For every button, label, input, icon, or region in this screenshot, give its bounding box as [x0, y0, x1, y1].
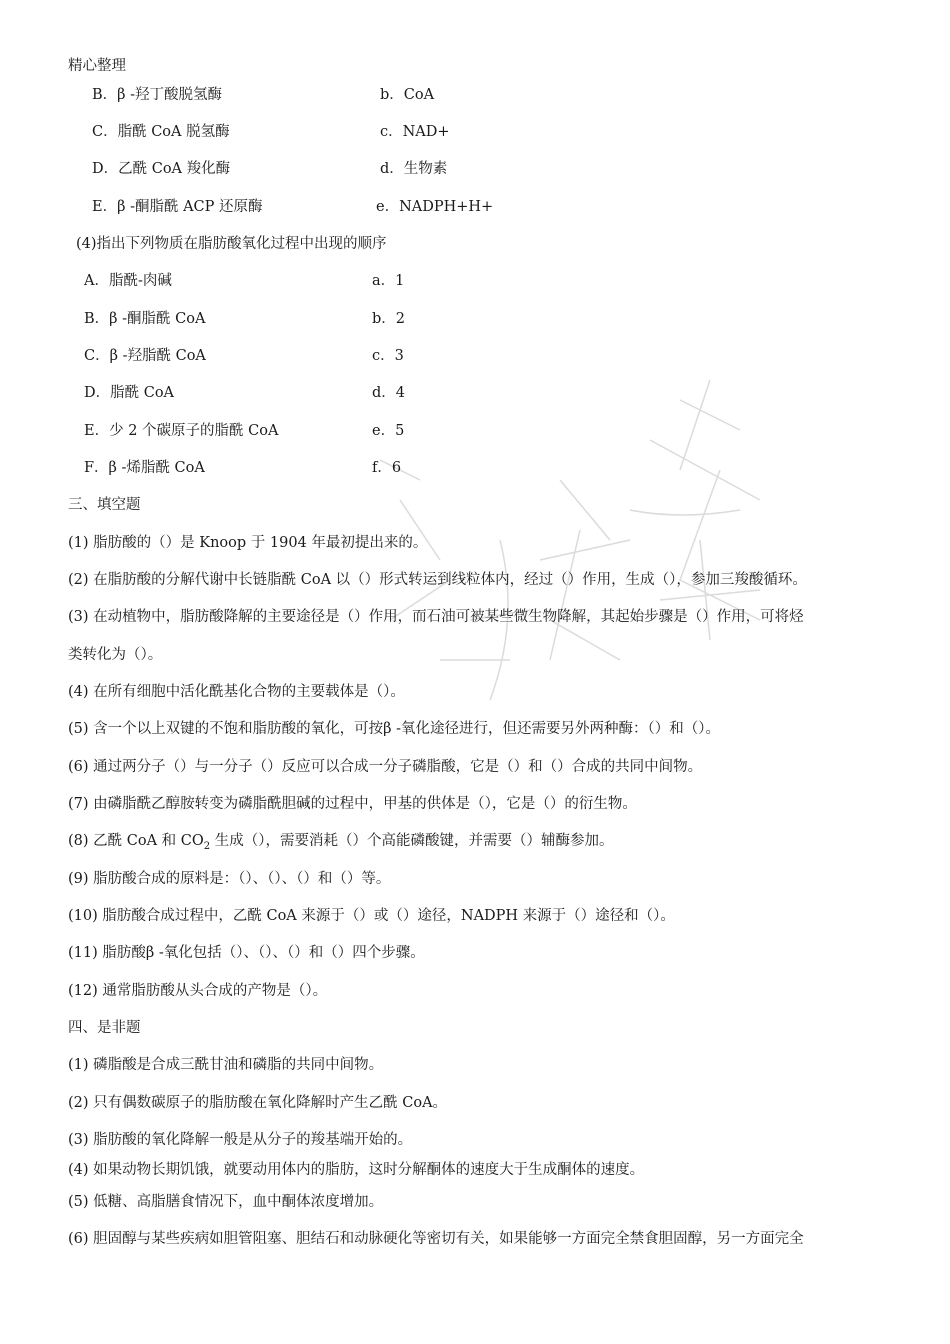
section-title: 三、填空题 [68, 497, 141, 513]
fill-blank-item: (5) 含一个以上双键的不饱和脂肪酸的氧化，可按β -氧化途径进行，但还需要另外两种酶：（）和（）。 [68, 721, 721, 737]
fill-blank-item: (6) 通过两分子（）与一分子（）反应可以合成一分子磷脂酸，它是（）和（）合成的共同中间物。 [68, 759, 703, 775]
fill-blank-item: 类转化为（）。 [68, 647, 163, 663]
match-left-item: E．β -酮脂酰 ACP 还原酶 [92, 199, 263, 215]
true-false-item: (3) 脂肪酸的氧化降解一般是从分子的羧基端开始的。 [68, 1132, 413, 1148]
watermark-stamp [380, 360, 880, 740]
match-left-item: D．脂酰 CoA [84, 385, 175, 401]
match-right-item: d．4 [372, 385, 406, 401]
page-header: 精心整理 [68, 58, 126, 74]
match-right-item: c．NAD+ [380, 124, 450, 140]
fill-blank-item: (4) 在所有细胞中活化酰基化合物的主要载体是（）。 [68, 684, 405, 700]
fill-blank-item: (7) 由磷脂酰乙醇胺转变为磷脂酰胆碱的过程中，甲基的供体是（），它是（）的衍生物。 [68, 796, 637, 812]
fill-blank-item: (11) 脂肪酸β -氧化包括（）、（）、（）和（）四个步骤。 [68, 945, 425, 961]
match-left-item: D．乙酰 CoA 羧化酶 [92, 161, 231, 177]
match-right-item: b．CoA [380, 87, 435, 103]
match-left-item: A．脂酰-肉碱 [84, 273, 172, 289]
match-right-item: d．生物素 [380, 161, 448, 177]
match-left-item: F．β -烯脂酰 CoA [84, 460, 205, 476]
fill-blank-item: (2) 在脂肪酸的分解代谢中长链脂酰 CoA 以（）形式转运到线粒体内，经过（）作用，生成（），参加三羧酸循环。 [68, 572, 807, 588]
fill-blank-item: (3) 在动植物中，脂肪酸降解的主要途径是（）作用，而石油可被某些微生物降解，其起始步骤是（）作用，可将烃 [68, 609, 804, 625]
fill-blank-item: (1) 脂肪酸的（）是 Knoop 于 1904 年最初提出来的。 [68, 535, 428, 551]
q8-subscript: 2 [203, 840, 211, 852]
fill-blank-item-q8 [68, 831, 614, 857]
match-right-item: e．5 [372, 423, 405, 439]
match-right-item: c．3 [372, 348, 404, 364]
fill-blank-item: (12) 通常脂肪酸从头合成的产物是（）。 [68, 983, 328, 999]
match-right-item: a．1 [372, 273, 405, 289]
section-title: 四、是非题 [68, 1020, 141, 1036]
q8-text-pre: (8) 乙酰 CoA 和 CO [68, 833, 204, 849]
q8-text-post: 生成（），需要消耗（）个高能磷酸键，并需要（）辅酶参加。 [210, 833, 614, 849]
true-false-item: (4) 如果动物长期饥饿，就要动用体内的脂肪，这时分解酮体的速度大于生成酮体的速度。 [68, 1162, 645, 1178]
true-false-item: (1) 磷脂酸是合成三酰甘油和磷脂的共同中间物。 [68, 1057, 384, 1073]
true-false-item: (5) 低糖、高脂膳食情况下，血中酮体浓度增加。 [68, 1194, 384, 1210]
question-title: (4)指出下列物质在脂肪酸氧化过程中出现的顺序 [76, 236, 387, 252]
match-left-item: E．少 2 个碳原子的脂酰 CoA [84, 423, 279, 439]
match-left-item: C．β -羟脂酰 CoA [84, 348, 206, 364]
match-right-item: b．2 [372, 311, 406, 327]
match-left-item: B．β -酮脂酰 CoA [84, 311, 206, 327]
match-left-item: C．脂酰 CoA 脱氢酶 [92, 124, 230, 140]
match-right-item: f．6 [372, 460, 402, 476]
match-left-item: B．β -羟丁酸脱氢酶 [92, 87, 223, 103]
fill-blank-item: (9) 脂肪酸合成的原料是：（）、（）、（）和（）等。 [68, 871, 391, 887]
true-false-item: (2) 只有偶数碳原子的脂肪酸在氧化降解时产生乙酰 CoA。 [68, 1095, 448, 1111]
match-right-item: e．NADPH+H+ [376, 199, 494, 215]
fill-blank-item: (10) 脂肪酸合成过程中，乙酰 CoA 来源于（）或（）途径，NADPH 来源于（）途径和（）。 [68, 908, 675, 924]
true-false-item: (6) 胆固醇与某些疾病如胆管阻塞、胆结石和动脉硬化等密切有关，如果能够一方面完全禁食胆固醇，另一方面完全 [68, 1231, 804, 1247]
